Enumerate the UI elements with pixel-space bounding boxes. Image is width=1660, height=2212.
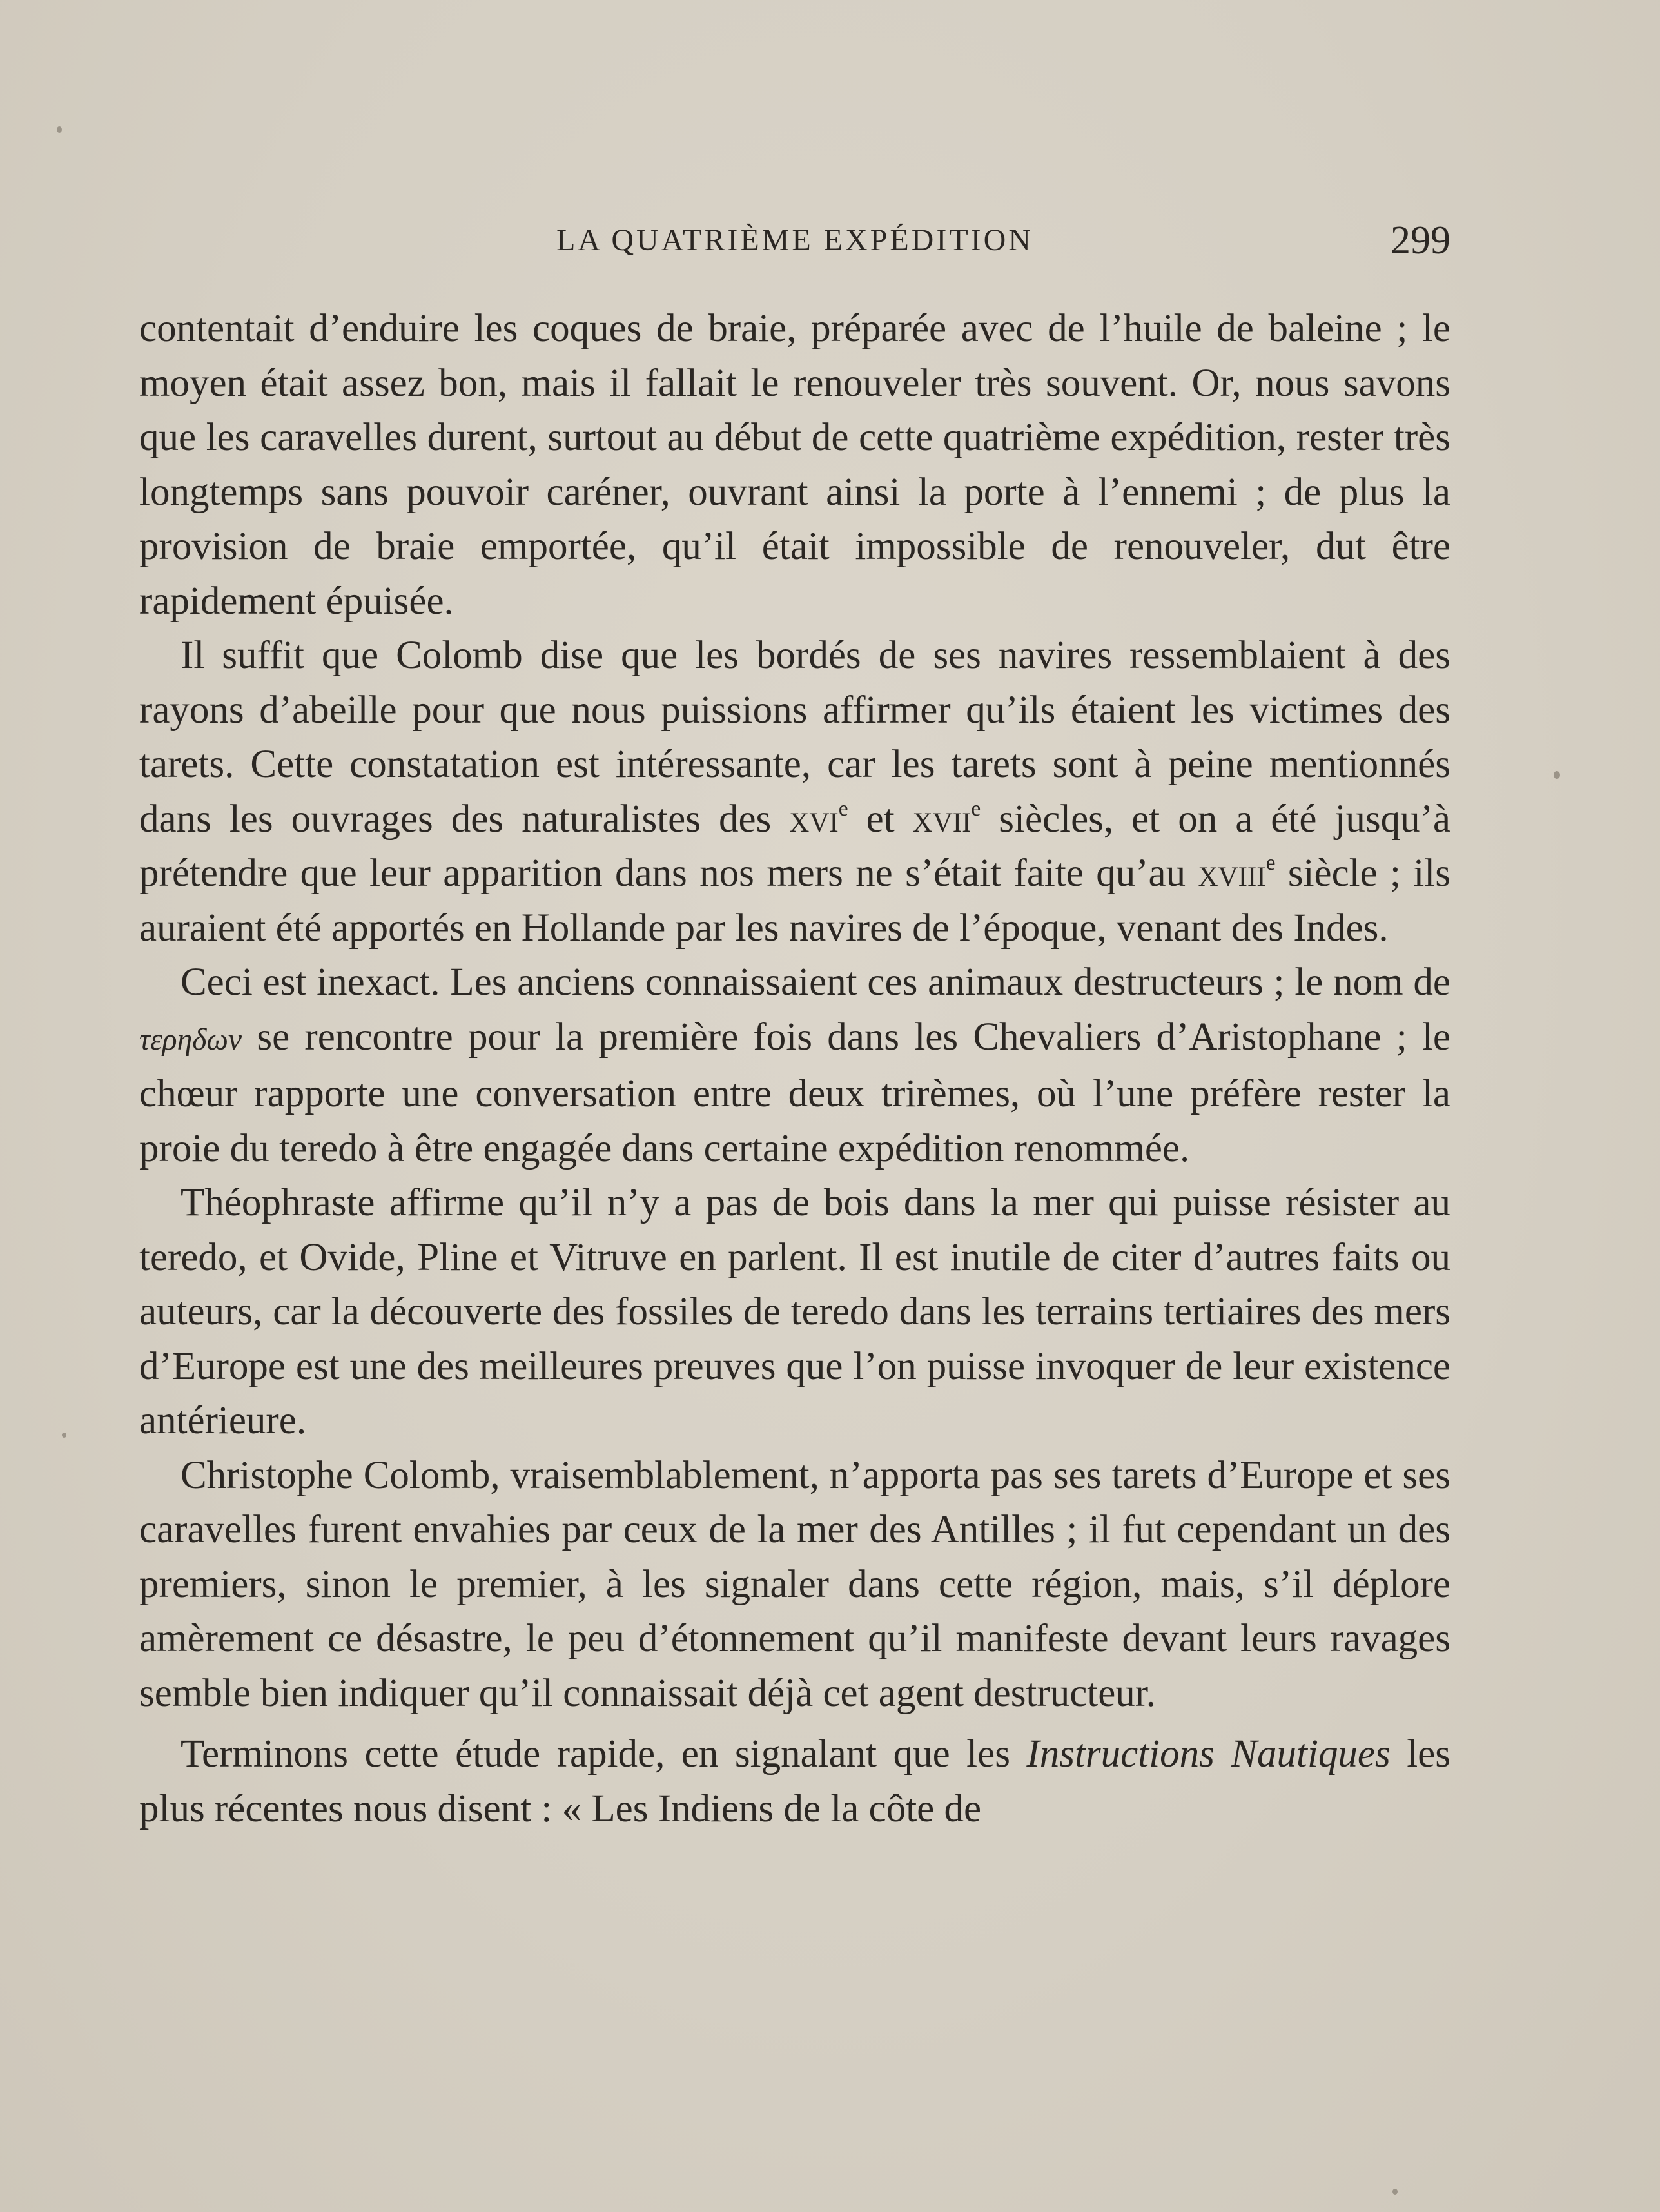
paragraph-6 bbox=[139, 1727, 1450, 1836]
paragraph-2-text-d: siècle ; ils auraient été apportés en Hollande par les navires de l’époque, venant des Indes. bbox=[139, 852, 1450, 950]
paragraph-2 bbox=[139, 629, 1450, 955]
century-xvii: xvii bbox=[912, 797, 972, 841]
paragraph-2-text-b: et bbox=[848, 797, 913, 841]
body-text bbox=[139, 302, 1450, 1836]
running-title: LA QUATRIÈME EXPÉDITION bbox=[556, 223, 1033, 257]
paragraph-5: Christophe Colomb, vraisemblablement, n’apporta pas ses tarets d’Europe et ses caravelles furent envahies par ceux de la mer des Antilles ; il fut cependant un des premiers, sinon le premier, à les signaler dans cette région, mais, s’il déplore amèrement ce désastre, le peu d’étonnement qu’il manifeste devant leurs ravages semble bien indiquer qu’il connaissait déjà cet agent destructeur. bbox=[139, 1453, 1450, 1715]
paper-speck bbox=[62, 1433, 66, 1438]
superscript-e: e bbox=[971, 796, 981, 821]
superscript-e: e bbox=[838, 796, 848, 821]
paragraph-1: contentait d’enduire les coques de braie, préparée avec de l’huile de baleine ; le moyen était assez bon, mais il fallait le renouveler très souvent. Or, nous savons que les caravelles durent, surtout au début de cette quatrième expédition, rester très longtemps sans pouvoir caréner, ouvrant ainsi la porte à l’ennemi ; de plus la provision de braie emportée, qu’il était impossible de renouveler, dut être rapidement épuisée. bbox=[139, 307, 1450, 623]
paragraph-3 bbox=[139, 955, 1450, 1176]
paragraph-2-text-c: siècles, et on a été jusqu’à prétendre que leur apparition dans nos mers ne s’était faite qu’au bbox=[139, 797, 1450, 895]
paper-speck bbox=[1554, 771, 1560, 779]
paragraph-3-text-b: se rencontre pour la première fois dans les Chevaliers d’Aristophane ; le chœur rapporte une conversation entre deux trirèmes, où l’une préfère rester la proie du teredo à être engagée dans certaine expédition renommée. bbox=[139, 1015, 1450, 1170]
paragraph-3-text-a: Ceci est inexact. Les anciens connaissaient ces animaux destructeurs ; le nom de bbox=[181, 961, 1450, 1004]
page-number: 299 bbox=[1391, 219, 1450, 262]
paragraph-6-text-b: les plus récentes nous disent : « Les Indiens de la côte de bbox=[139, 1732, 1450, 1830]
paper-speck bbox=[57, 126, 62, 133]
paragraph-6-text-a: Terminons cette étude rapide, en signalant que les bbox=[181, 1732, 1027, 1776]
paragraph-4: Théophraste affirme qu’il n’y a pas de bois dans la mer qui puisse résister au teredo, et Ovide, Pline et Vitruve en parlent. Il est inutile de citer d’autres faits ou auteurs, car la découverte des fossiles de teredo dans les terrains tertiaires des mers d’Europe est une des meilleures preuves que l’on puisse invoquer de leur existence antérieure. bbox=[139, 1181, 1450, 1442]
paragraph-2-text-a: Il suffit que Colomb dise que les bordés de ses navires ressemblaient à des rayons d’abeille pour que nous puissions affirmer qu’ils étaient les victimes des tarets. Cette constatation est intéressante, car les tarets sont à peine mentionnés dans les ouvrages des naturalistes des bbox=[139, 634, 1450, 841]
greek-word: τερηδων bbox=[139, 1023, 242, 1057]
page-header bbox=[139, 218, 1450, 269]
superscript-e: e bbox=[1265, 850, 1276, 875]
paper-speck bbox=[1392, 2189, 1398, 2195]
century-xvi: xvi bbox=[789, 797, 839, 841]
italic-title: Instructions Nautiques bbox=[1026, 1732, 1391, 1776]
century-xviii: xviii bbox=[1198, 852, 1266, 895]
